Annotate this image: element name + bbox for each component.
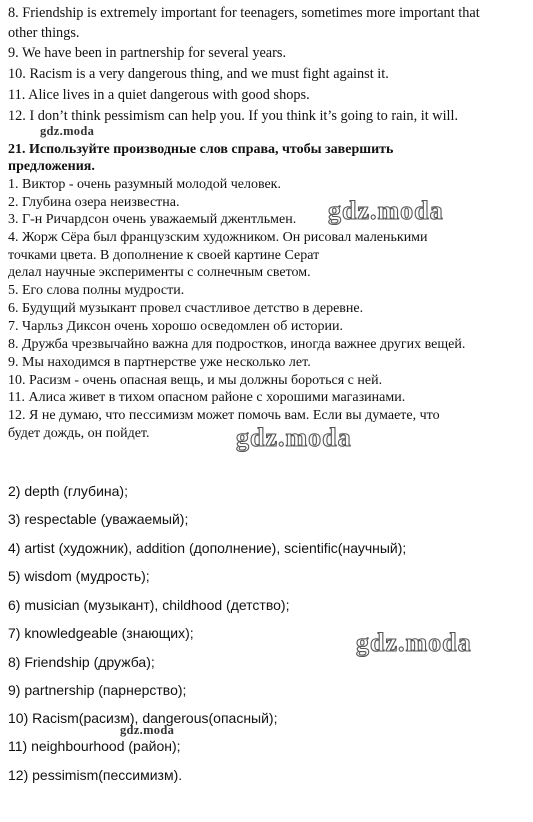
russian-line-2: 2. Глубина озера неизвестна.: [8, 195, 180, 210]
answer-3: 3) respectable (уважаемый);: [8, 511, 189, 527]
russian-line-9: 9. Мы находимся в партнерстве уже несколько лет.: [8, 355, 311, 370]
answer-12: 12) pessimism(пессимизм).: [8, 767, 183, 783]
english-line-10: 10. Racism is a very dangerous thing, and we must fight against it.: [8, 66, 389, 82]
russian-line-12: 12. Я не думаю, что пессимизм может помочь вам. Если вы думаете, что: [8, 408, 440, 423]
answer-8: 8) Friendship (дружба);: [8, 654, 155, 670]
answer-2: 2) depth (глубина);: [8, 483, 128, 499]
answer-5: 5) wisdom (мудрость);: [8, 568, 150, 584]
answer-6: 6) musician (музыкант), childhood (детство);: [8, 597, 290, 613]
russian-line-4-cont2: делал научные эксперименты с солнечным светом.: [8, 265, 311, 280]
exercise-heading: 21. Используйте производные слов справа, чтобы завершить: [8, 142, 394, 157]
russian-line-5: 5. Его слова полны мудрости.: [8, 283, 185, 298]
english-line-12: 12. I don’t think pessimism can help you. If you think it’s going to rain, it will.: [8, 108, 459, 124]
watermark-small-2: gdz.moda: [120, 723, 175, 737]
exercise-heading-cont: предложения.: [8, 159, 95, 174]
russian-line-6: 6. Будущий музыкант провел счастливое детство в деревне.: [8, 301, 364, 316]
russian-line-10: 10. Расизм - очень опасная вещь, и мы должны бороться с ней.: [8, 373, 383, 388]
russian-line-4: 4. Жорж Сёра был французским художником. Он рисовал маленькими: [8, 230, 428, 245]
watermark-large-1: gdz.moda: [328, 196, 444, 225]
answer-7: 7) knowledgeable (знающих);: [8, 625, 194, 641]
russian-line-3: 3. Г-н Ричардсон очень уважаемый джентльмен.: [8, 212, 297, 227]
answer-11: 11) neighbourhood (район);: [8, 738, 181, 754]
answer-4: 4) artist (художник), addition (дополнение), scientific(научный);: [8, 540, 407, 556]
russian-line-12-cont: будет дождь, он пойдет.: [8, 426, 150, 441]
english-line-9: 9. We have been in partnership for several years.: [8, 45, 287, 61]
answer-9: 9) partnership (парнерство);: [8, 682, 187, 698]
russian-line-4-cont: точками цвета. В дополнение к своей картине Серат: [8, 248, 320, 263]
watermark-large-3: gdz.moda: [356, 628, 472, 657]
watermark-large-2: gdz.moda: [236, 423, 352, 452]
russian-line-1: 1. Виктор - очень разумный молодой человек.: [8, 177, 281, 192]
english-line-8: 8. Friendship is extremely important for teenagers, sometimes more important that: [8, 5, 480, 21]
russian-line-7: 7. Чарльз Диксон очень хорошо осведомлен об истории.: [8, 319, 344, 334]
russian-line-8: 8. Дружба чрезвычайно важна для подростков, иногда важнее других вещей.: [8, 337, 466, 352]
english-line-8-cont: other things.: [8, 25, 80, 41]
english-line-11: 11. Alice lives in a quiet dangerous with good shops.: [8, 87, 310, 103]
watermark-small: gdz.moda: [40, 124, 95, 138]
answer-10: 10) Racism(расизм), dangerous(опасный);: [8, 710, 278, 726]
russian-line-11: 11. Алиса живет в тихом опасном районе с хорошими магазинами.: [8, 390, 406, 405]
